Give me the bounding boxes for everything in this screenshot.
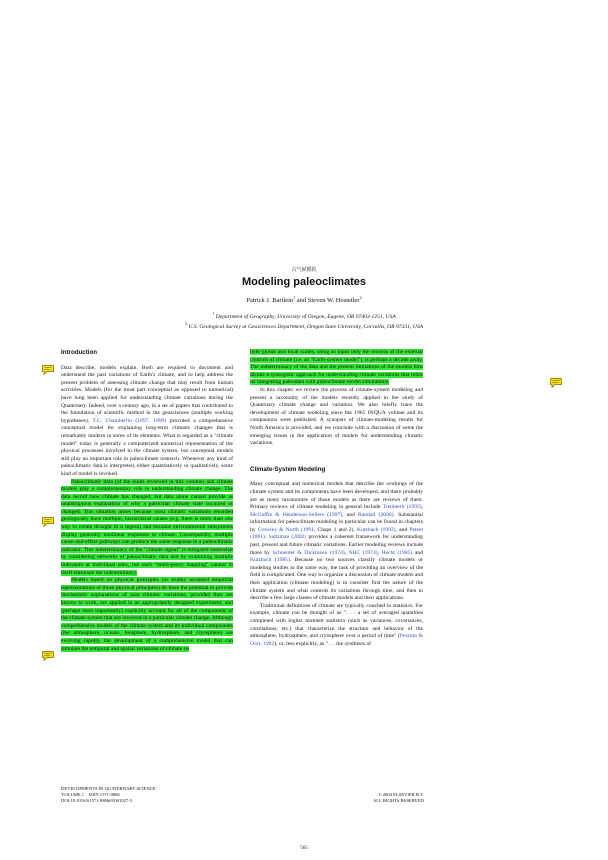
paragraph-text: Many conceptual and numerical models that describe the workings of the climate system and its components have been developed, and there probably are as many taxonomies of those models as there are reviews of them. Primary reviews of climate modeling in general include bbox=[250, 481, 423, 511]
highlighted-text[interactable]: Models based on physical principles (or widely accepted empirical representations of those physical principles) do have the potential to provide mechanistic explanations of past climatic variations, provided they are known to work, are applied in an appropriately designed experiment, and (perhaps most importantly) explicitly account for all of the components of the climate system that are involved in a particular climate change. Although comprehensive models of the climate system and its individual components (the atmosphere, oceans, biosphere, hydrosphere, and cryosphere) are evolving rapidly, the development of a comprehensive model that can simulate the temporal and spatial variations of climate on bbox=[61, 577, 233, 652]
comment-icon[interactable] bbox=[42, 517, 54, 527]
citation-link[interactable]: Randall (2000) bbox=[358, 511, 394, 518]
paragraph-text: , bbox=[377, 549, 382, 556]
citation-link[interactable]: Kutzbach (1992) bbox=[357, 526, 396, 533]
affiliation-2-sup: 2 bbox=[184, 321, 187, 326]
citation-link[interactable]: Kutzbach (1985) bbox=[250, 557, 290, 564]
affiliation-1 bbox=[0, 311, 608, 320]
affiliation-2-text: U.S. Geological Survey at Geosciences Department, Oregon State University, Corvallis, OR 97331, USA bbox=[186, 323, 424, 330]
chinese-stamp: 古气候模拟 bbox=[291, 267, 317, 273]
highlighted-text[interactable]: Paleoclimatic data (of the kinds reviewed in this volume) and climate models play a complementary role in understanding climate change. The data record how climate has changed, but data alone cannot provide as unambiguous explanation of why a particular climate state occurred or changed. This situation arises because most climatic variations recorded geologically have multiple, hierarchical causes (e.g. there is more than one way to create drought in a region) and because environmental subsystems display generally nonlinear responses to climate. Consequently, multiple cause-and-effect pathways can produce the same response in a paleoclimatic indicator. This indeterminacy of the "climate signal" is mitigated somewhat by considering networks of paleoclimatic data and by examining multiple indicators at individual sites, but such "multi-proxy mapping" cannot in itself eliminate the indeterminacy. bbox=[61, 478, 233, 576]
volume-issn: VOLUME 1 ISSN 1571-0866 bbox=[61, 792, 120, 797]
paragraph-text: Data describe, models explain. Both are required to document and understand the past variations of Earth's climate, and to help address the present problem of assessing climate change that may result from human activities. Models (for the most part conceptual as opposed to numerical) have long been applied for understanding climate variations during the Quaternary. Indeed, over a century ago, in a set of papers that contributed to the foundation of scientific method in the geosciences (multiple working hypotheses), bbox=[61, 364, 233, 424]
right-column bbox=[250, 349, 423, 648]
paragraph-modeling-1 bbox=[250, 481, 423, 603]
paragraph-text: . Because no two sources classify climate models or modeling studies in the same way, the task of providing an overview of the field is complicated. One way to organize a discussion of climate models and their application (climate modeling) is to consider first the nature of the climate system and what controls its variations through time, and then to describe a few large classes of climate models and their applications. bbox=[250, 557, 423, 602]
left-column bbox=[61, 349, 233, 653]
section-heading-introduction: Introduction bbox=[61, 349, 98, 356]
paragraph-text: . Substantial information for paleoclimate modeling in particular can be found in chapters by bbox=[250, 511, 423, 533]
citation-link[interactable]: Trenberth (1992) bbox=[382, 504, 422, 511]
footer-right bbox=[373, 786, 424, 804]
comment-icon[interactable] bbox=[42, 365, 54, 375]
comment-icon[interactable] bbox=[550, 378, 562, 388]
paragraph-modeling-2 bbox=[250, 603, 423, 649]
citation-link[interactable]: Schneider & Dickinson (1974) bbox=[272, 549, 345, 556]
copyright: © 2004 ELSEVIER B.V. bbox=[378, 792, 424, 797]
citation-link[interactable]: Peteet (2001) bbox=[250, 526, 423, 541]
affiliation-1-sup: 1 bbox=[212, 311, 215, 316]
author-1-sup: 1 bbox=[293, 295, 296, 300]
author-line bbox=[0, 295, 608, 304]
paragraph-text: provided a comprehensive conceptual model for explaining long-term climatic changes that is remarkably modern in some of its elements. What is regarded as a "climate model" today is generally a computerized numerical representation of the physical processes involved in the climate system, but conceptual models still play an important role in paleoclimate research. Whenever any kind of paleoclimatic data is interpreted, either quantitatively or qualitatively, some kind of model is invoked. bbox=[61, 417, 233, 477]
paragraph-intro-1 bbox=[61, 365, 233, 479]
paragraph-text: and bbox=[412, 549, 423, 556]
paragraph-text: . bbox=[264, 534, 269, 541]
citation-link[interactable]: Crowley & North (1991 bbox=[257, 526, 314, 533]
paragraph-intro-2 bbox=[61, 479, 233, 578]
page-footer bbox=[61, 786, 424, 804]
paragraph-text: , Chaps 1 and 2), bbox=[313, 526, 358, 533]
paragraph-intro-4: In this chapter we review the process of climate-system modeling and present a taxonomy of the models recently applied in the study of Quaternary climate change and variation. We also briefly trace the development of climate modeling since the 1965 INQUA volume and its companions were published. A synopsis of climate-modeling results for North America is provided, and we conclude with a discussion of some the emerging issues in the application of models for understanding climatic variations. bbox=[250, 386, 423, 447]
comment-icon[interactable] bbox=[42, 651, 54, 661]
author-connector: and bbox=[295, 297, 308, 305]
footer-left bbox=[61, 786, 156, 804]
paragraph-text: ), or, less explicitly, as ". . . the synthesis of bbox=[274, 640, 372, 647]
affiliation-1-text: Department of Geography, University of Oregon, Eugene, OR 97403-1251, USA bbox=[214, 313, 396, 320]
author-2: Steven W. Hostetler bbox=[307, 297, 360, 305]
paragraph-text: , bbox=[421, 504, 424, 511]
citation-link[interactable]: Saltzman (2002) bbox=[268, 534, 307, 541]
citation-link[interactable]: T.C. Chamberlin (1897, 1899) bbox=[92, 417, 167, 424]
paragraph-text: , bbox=[344, 549, 349, 556]
paragraph-intro-3-continued bbox=[250, 349, 423, 387]
paper-title: Modeling paleoclimates bbox=[241, 276, 367, 288]
citation-link[interactable]: Peixoto & Oort, 1992 bbox=[250, 633, 424, 647]
section-heading-climate-system-modeling: Climate-System Modeling bbox=[250, 465, 326, 473]
citation-link[interactable]: McGuffie & Henderson-Sellers (1997) bbox=[250, 511, 343, 518]
page-number: 565 bbox=[300, 846, 308, 851]
author-1: Patrick J. Bartlein bbox=[246, 297, 294, 305]
paragraph-text: , and bbox=[395, 526, 410, 533]
doi: DOI:10.1016/S1571-0866(03)01027-3 bbox=[61, 798, 133, 803]
citation-link[interactable]: NRC (1974) bbox=[348, 549, 378, 556]
paragraph-text: provides a coherent framework for understanding past, present and future climatic variations. Earlier modeling reviews include those by bbox=[250, 534, 423, 556]
paragraph-text: , and bbox=[342, 511, 359, 518]
paragraph-intro-3 bbox=[61, 577, 233, 653]
highlighted-text[interactable]: both global and local scales, using as input only the records of the external controls of climate (i.e. an "Earth-system model"), is perhaps a decade away. The indeterminacy of the data and the present limitations of the models thus dictate a synergistic approach for understanding climate variations that relies on integrating paleodata with paleoclimate model simulations. bbox=[250, 349, 423, 386]
paragraph-text: Traditional definitions of climate are typically couched in statistics. For example, climate can be thought of as ". . . a set of averaged quantities completed with higher moment statistics (such as variances, covariances, correlations, etc.) that characterize the structure and behavior of the atmosphere, hydrosphere, and cryosphere over a period of time" ( bbox=[250, 602, 423, 640]
author-2-sup: 2 bbox=[359, 295, 362, 300]
affiliation-2 bbox=[0, 321, 608, 330]
series-title: DEVELOPMENTS IN QUATERNARY SCIENCE bbox=[61, 786, 156, 791]
citation-link[interactable]: Hecht (1985) bbox=[381, 549, 413, 556]
rights-reserved: ALL RIGHTS RESERVED bbox=[372, 798, 424, 803]
